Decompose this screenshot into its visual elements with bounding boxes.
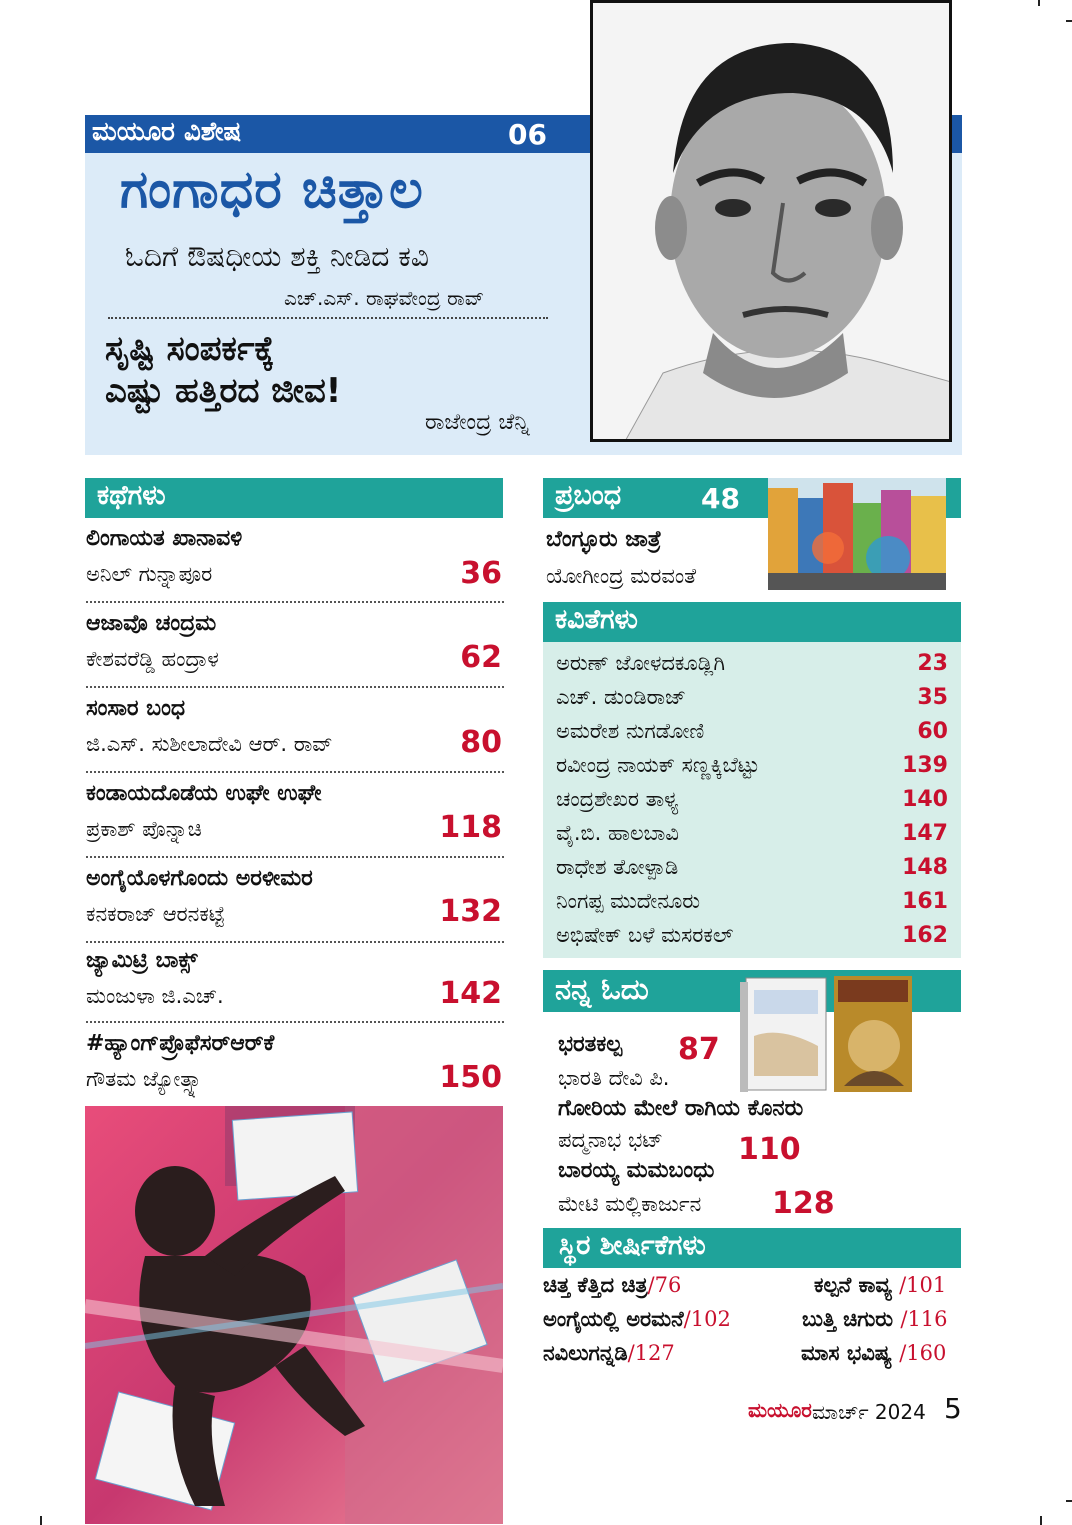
regular-column-name: ಕಲ್ಪನೆ ಕಾವ್ಯ (814, 1273, 900, 1297)
essay-header-label: ಪ್ರಬಂಧ (555, 480, 622, 511)
magazine-logo: ಮಯೂರ (748, 1398, 812, 1422)
dotted-divider (86, 1021, 504, 1023)
book-cover-art (834, 976, 912, 1092)
feature-page-number[interactable]: 06 (508, 118, 547, 151)
crop-mark (1040, 1516, 1042, 1525)
poet-name[interactable]: ನಿಂಗಪ್ಪ ಮುದೇನೂರು (556, 889, 701, 913)
poet-name[interactable]: ರಾಧೇಶ ತೋಳ್ಪಾಡಿ (556, 855, 679, 879)
book-page-number[interactable]: 128 (772, 1186, 835, 1221)
book-page-number[interactable]: 87 (678, 1032, 720, 1067)
feature-subtitle: ಓದಿಗೆ ಔಷಧೀಯ ಶಕ್ತಿ ನೀಡಿದ ಕವಿ (125, 240, 429, 273)
book-page-number[interactable]: 110 (738, 1132, 801, 1167)
regular-column[interactable] (543, 1341, 675, 1366)
poet-name[interactable]: ರವೀಂದ್ರ ನಾಯಕ್ ಸಣ್ಣಕ್ಕಿಬೆಟ್ಟು (556, 753, 760, 777)
story-title[interactable]: ಅಂಗೈಯೊಳಗೊಂದು ಅರಳೀಮರ (86, 866, 313, 891)
book-title[interactable]: ಭರತಕಲ್ಪ (558, 1032, 623, 1057)
poet-name[interactable]: ಅಭಿಷೇಕ್ ಬಳೆ ಮಸರಕಲ್ (556, 923, 734, 947)
story-illustration (85, 1106, 503, 1524)
regular-column-name: ಮಾಸ ಭವಿಷ್ಯ (801, 1341, 900, 1365)
portrait-photo (590, 0, 952, 442)
poems-header-label: ಕವಿತೆಗಳು (555, 604, 638, 635)
dancer-painting (85, 1106, 503, 1524)
story-page-number[interactable]: 36 (460, 556, 502, 591)
poem-page-number[interactable]: 148 (902, 855, 948, 880)
regulars-section-header (543, 1228, 961, 1268)
regular-column-page: /127 (627, 1341, 675, 1365)
story-page-number[interactable]: 132 (439, 894, 502, 929)
dotted-divider (86, 856, 504, 858)
bengaluru-fair-painting (768, 478, 946, 590)
regular-column[interactable] (543, 1273, 681, 1298)
feature-label: ಮಯೂರ ವಿಶೇಷ (92, 117, 242, 147)
regulars-header-label: ಸ್ಥಿರ ಶೀರ್ಷಿಕೆಗಳು (559, 1230, 706, 1261)
book-author: ಪದ್ಮನಾಭ ಭಟ್ (558, 1128, 663, 1152)
dotted-divider (108, 317, 548, 319)
story-title[interactable]: ಜ್ಯಾಮಿಟ್ರಿ ಬಾಕ್ಸ್ (86, 948, 198, 973)
story-author: ಪ್ರಕಾಶ್ ಪೊನ್ನಾಚಿ (86, 817, 202, 841)
story-author: ಅನಿಲ್ ಗುನ್ನಾಪೂರ (86, 562, 213, 586)
book-cover (740, 976, 828, 1092)
story-title[interactable]: ಲಿಂಗಾಯತ ಖಾನಾವಳಿ (86, 526, 243, 551)
regular-column-page: /160 (899, 1341, 947, 1365)
feature-title[interactable]: ಗಂಗಾಧರ ಚಿತ್ತಾಲ (120, 160, 424, 220)
poet-name[interactable]: ಅಮರೇಶ ನುಗಡೋಣಿ (556, 719, 705, 743)
portrait-illustration (593, 3, 952, 442)
poem-page-number[interactable]: 140 (902, 787, 948, 812)
poem-page-number[interactable]: 161 (902, 889, 948, 914)
book-title[interactable]: ಬಾರಯ್ಯ ಮಮಬಂಧು (558, 1158, 715, 1183)
regular-column-name: ನವಿಲುಗನ್ನಡಿ (543, 1341, 628, 1365)
dotted-divider (86, 686, 504, 688)
story-author: ಜಿ.ಎಸ್. ಸುಶೀಲಾದೇವಿ ಆರ್. ರಾವ್ (86, 732, 333, 756)
story-title[interactable]: ಕಂಡಾಯದೊಡೆಯ ಉಘೇ ಉಘೇ (86, 781, 322, 806)
poem-page-number[interactable]: 139 (902, 753, 948, 778)
essay-page-number[interactable]: 48 (701, 482, 740, 515)
poem-page-number[interactable]: 162 (902, 923, 948, 948)
poet-name[interactable]: ಎಚ್. ಡುಂಡಿರಾಜ್ (556, 685, 687, 709)
feature-author: ಎಚ್.ಎಸ್. ರಾಘವೇಂದ್ರ ರಾವ್ (284, 286, 485, 310)
story-title[interactable]: ಆಜಾವೊ ಚಂದ್ರಮ (86, 611, 217, 636)
poem-page-number[interactable]: 60 (917, 719, 948, 744)
story-author: ಕನಕರಾಜ್ ಆರನಕಟ್ಟೆ (86, 902, 225, 926)
story-title[interactable]: ಸಂಸಾರ ಬಂಧ (86, 696, 186, 721)
story-author: ಕೇಶವರೆಡ್ಡಿ ಹಂದ್ರಾಳ (86, 647, 219, 671)
crop-mark (40, 1516, 42, 1525)
essay-illustration (768, 478, 946, 590)
stories-section-header (85, 478, 503, 518)
crop-mark (1038, 0, 1040, 6)
poem-page-number[interactable]: 35 (917, 685, 948, 710)
story-author: ಮಂಜುಳಾ ಜಿ.ಎಚ್. (86, 984, 224, 1008)
story-page-number[interactable]: 150 (439, 1060, 502, 1095)
crop-mark (1066, 20, 1072, 22)
regular-column-name: ಅಂಗೈಯಲ್ಲಿ ಅರಮನೆ (543, 1307, 684, 1331)
poem-page-number[interactable]: 147 (902, 821, 948, 846)
poems-section-header (543, 602, 961, 642)
feature-headline-line: ಸೃಷ್ಟಿ ಸಂಪರ್ಕಕ್ಕೆ (105, 329, 275, 369)
essay-title[interactable]: ಬೆಂಗ್ಳೂರು ಜಾತ್ರೆ (546, 527, 662, 552)
dotted-divider (86, 941, 504, 943)
story-title[interactable]: #ಹ್ಯಾಂಗ್‌ಪ್ರೊಫೆಸರ್‌ಆರ್‌ಕೆ (86, 1031, 275, 1056)
book-author: ಮೇಟಿ ಮಲ್ಲಿಕಾರ್ಜುನ (558, 1192, 702, 1216)
essay-author: ಯೋಗೀಂದ್ರ ಮರವಂತೆ (546, 564, 697, 588)
dotted-divider (86, 601, 504, 603)
regular-column-name: ಚಿತ್ತ ಕೆತ್ತಿದ ಚಿತ್ರ (543, 1273, 648, 1297)
book-title[interactable]: ಗೋರಿಯ ಮೇಲೆ ರಾಗಿಯ ಕೊನರು (558, 1096, 804, 1121)
story-page-number[interactable]: 80 (460, 725, 502, 760)
book-cover (834, 976, 912, 1092)
stories-header-label: ಕಥೆಗಳು (97, 480, 166, 511)
poem-page-number[interactable]: 23 (917, 651, 948, 676)
feature-author: ರಾಜೇಂದ್ರ ಚೆನ್ನಿ (425, 410, 530, 435)
crop-mark (1066, 1500, 1072, 1502)
page-number: 5 (944, 1392, 962, 1425)
poet-name[interactable]: ವೈ.ಬಿ. ಹಾಲಬಾವಿ (556, 821, 679, 845)
regular-column-page: /102 (683, 1307, 731, 1331)
regular-column-page: /101 (899, 1273, 947, 1297)
regular-column-name: ಬುತ್ತಿ ಚಿಗುರು (802, 1307, 901, 1331)
regular-column-page: /116 (900, 1307, 948, 1331)
story-page-number[interactable]: 62 (460, 640, 502, 675)
poet-name[interactable]: ಚಂದ್ರಶೇಖರ ತಾಳ್ಯ (556, 787, 679, 811)
books-header-label: ನನ್ನ ಓದು (555, 972, 649, 1006)
book-author: ಭಾರತಿ ದೇವಿ ಪಿ. (558, 1066, 670, 1090)
regular-column[interactable] (802, 1307, 948, 1332)
story-page-number[interactable]: 142 (439, 976, 502, 1011)
feature-headline[interactable] (105, 328, 341, 412)
issue-month: ಮಾರ್ಚ್ 2024 (812, 1400, 926, 1424)
story-author: ಗೌತಮ ಜ್ಯೋತ್ಸ್ನಾ (86, 1067, 204, 1091)
regular-column[interactable] (814, 1273, 946, 1298)
regular-column[interactable] (543, 1307, 731, 1332)
regular-column-page: /76 (647, 1273, 682, 1297)
story-page-number[interactable]: 118 (439, 810, 502, 845)
poet-name[interactable]: ಅರುಣ್ ಜೋಳದಕೂಡ್ಲಿಗಿ (556, 651, 725, 675)
dotted-divider (86, 771, 504, 773)
regular-column[interactable] (801, 1341, 946, 1366)
feature-headline-line: ಎಷ್ಟು ಹತ್ತಿರದ ಜೀವ! (105, 371, 342, 411)
book-cover-art (740, 976, 828, 1092)
